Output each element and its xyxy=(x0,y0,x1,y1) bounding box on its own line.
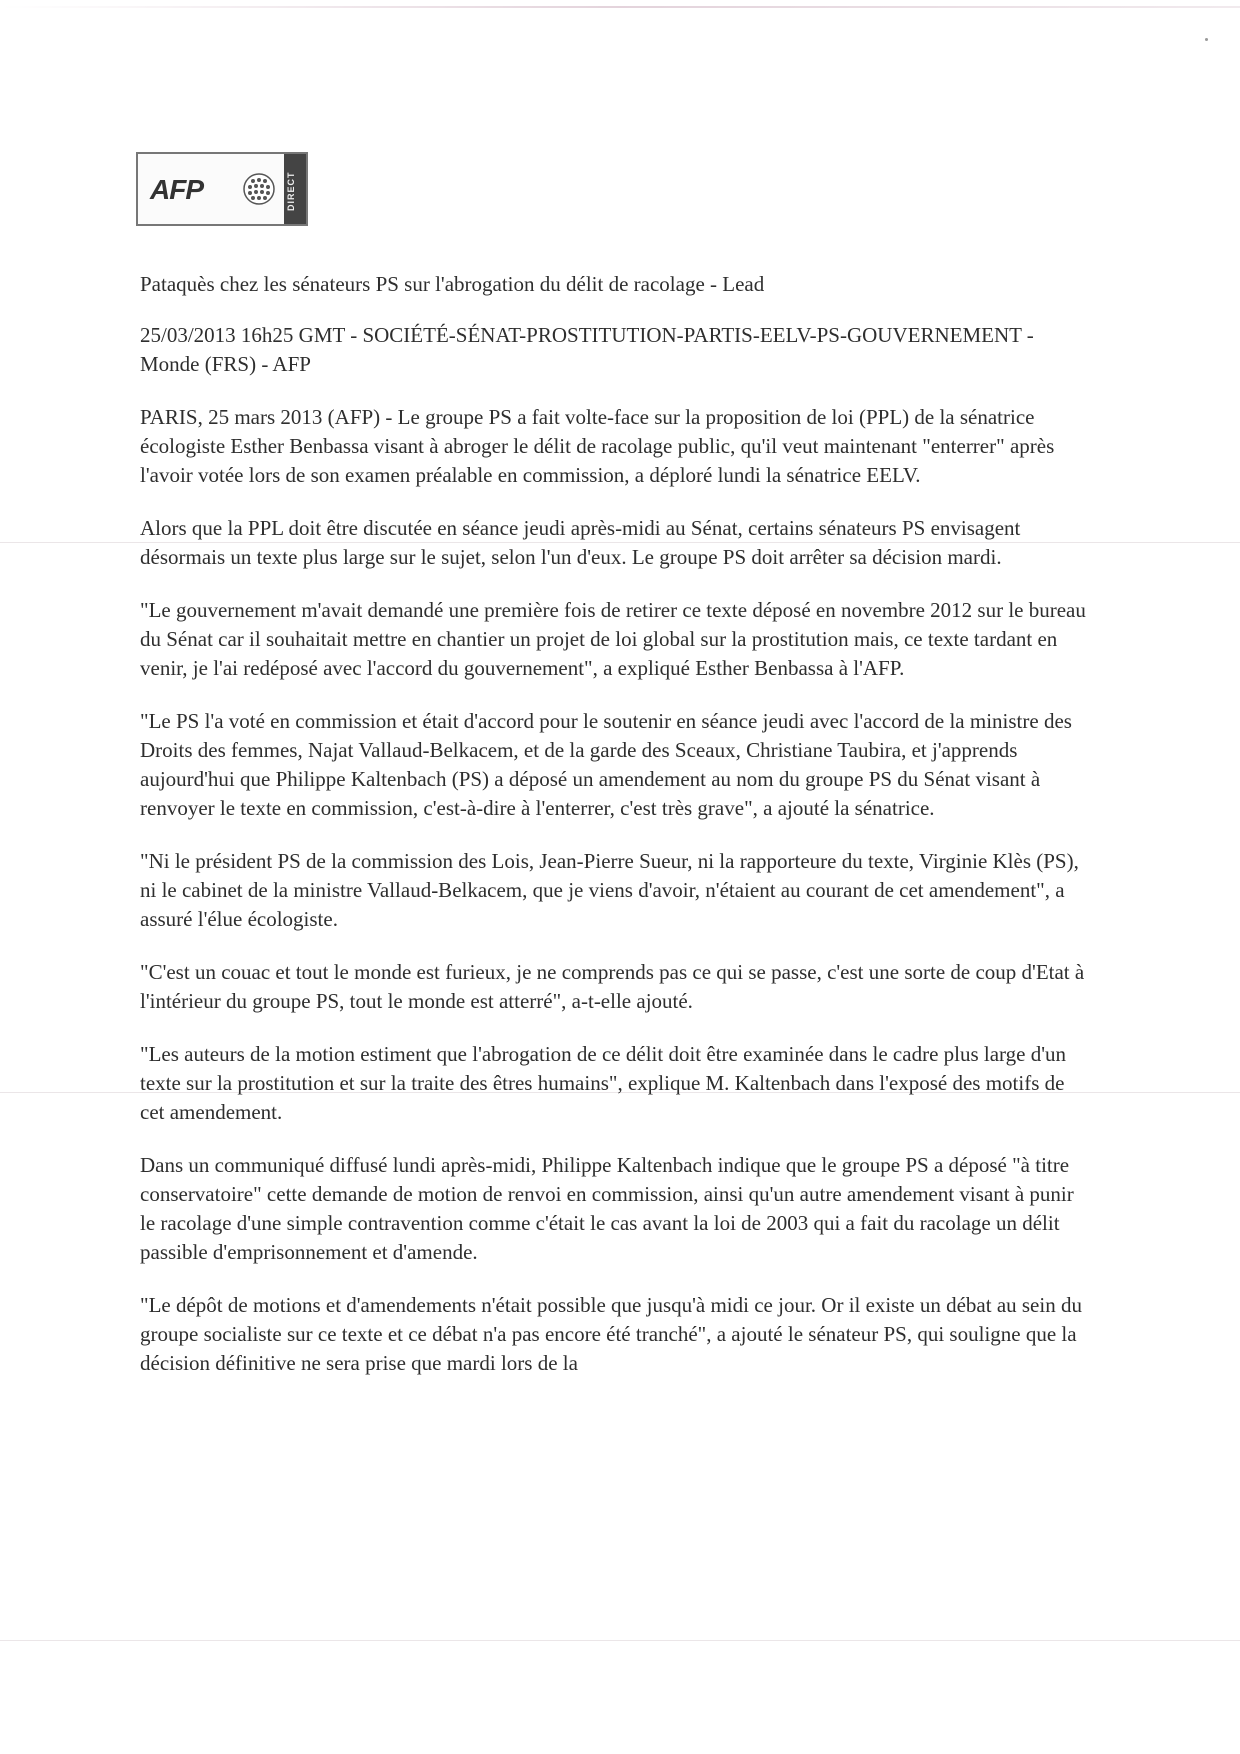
article-paragraph: "Le PS l'a voté en commission et était d'accord pour le soutenir en séance jeudi avec l'accord de la ministre des Droits des femmes, Najat Vallaud-Belkacem, et de la garde des Sceaux, Christiane Taubira, et j'apprends aujourd'hui que Philippe Kaltenbach (PS) a déposé un amendement au nom du groupe PS du Sénat visant à renvoyer le texte en commission, c'est-à-dire à l'enterrer, c'est très grave", a ajouté la sénatrice. xyxy=(140,709,1072,820)
article-paragraph: Alors que la PPL doit être discutée en séance jeudi après-midi au Sénat, certains sénateurs PS envisagent désormais un texte plus large sur le sujet, selon l'un d'eux. Le groupe PS doit arrêter sa décision mardi. xyxy=(140,516,1021,569)
logo-band-label: DIRECT xyxy=(286,171,296,211)
article-dateline: 25/03/2013 16h25 GMT - SOCIÉTÉ-SÉNAT-PROSTITUTION-PARTIS-EELV-PS-GOUVERNEMENT - Monde (FRS) - AFP xyxy=(140,323,1034,376)
logo-wordmark: AFP xyxy=(150,174,203,205)
article-paragraph: "Le dépôt de motions et d'amendements n'était possible que jusqu'à midi ce jour. Or il existe un débat au sein du groupe socialiste sur ce texte et ce débat n'a pas encore été tranché", a ajouté le sénateur PS, qui souligne que la décision définitive ne sera prise que mardi lors de la xyxy=(140,1293,1082,1375)
article-paragraph: "Ni le président PS de la commission des Lois, Jean-Pierre Sueur, ni la rapporteure du texte, Virginie Klès (PS), ni le cabinet de la ministre Vallaud-Belkacem, que je viens d'avoir, n'étaient au courant de cet amendement", a assuré l'élue écologiste. xyxy=(140,849,1079,931)
scan-speck xyxy=(1205,38,1208,41)
afp-direct-logo xyxy=(136,152,308,226)
scan-artifact-line xyxy=(0,6,1240,8)
article xyxy=(140,270,1088,1402)
article-paragraph: "Les auteurs de la motion estiment que l'abrogation de ce délit doit être examinée dans le cadre plus large d'un texte sur la prostitution et sur la traite des êtres humains", explique M. Kaltenbach dans l'exposé des motifs de cet amendement. xyxy=(140,1042,1067,1124)
article-paragraph: "Le gouvernement m'avait demandé une première fois de retirer ce texte déposé en novembre 2012 sur le bureau du Sénat car il souhaitait mettre en chantier un projet de loi global sur la prostitution mais, ce texte tardant en venir, je l'ai redéposé avec l'accord du gouvernement", a expliqué Esther Benbassa à l'AFP. xyxy=(140,598,1086,680)
scan-artifact-line xyxy=(0,1640,1240,1641)
globe-icon xyxy=(242,172,276,206)
article-headline: Pataquès chez les sénateurs PS sur l'abrogation du délit de racolage - Lead xyxy=(140,272,765,296)
article-paragraph: "C'est un couac et tout le monde est furieux, je ne comprends pas ce qui se passe, c'est une sorte de coup d'Etat à l'intérieur du groupe PS, tout le monde est atterré", a-t-elle ajouté. xyxy=(140,960,1085,1013)
article-paragraph: PARIS, 25 mars 2013 (AFP) - Le groupe PS a fait volte-face sur la proposition de loi (PPL) de la sénatrice écologiste Esther Benbassa visant à abroger le délit de racolage public, qu'il veut maintenant "enterrer" après l'avoir votée lors de son examen préalable en commission, a déploré lundi la sénatrice EELV. xyxy=(140,405,1055,487)
article-paragraph: Dans un communiqué diffusé lundi après-midi, Philippe Kaltenbach indique que le groupe PS a déposé "à titre conservatoire" cette demande de motion de renvoi en commission, ainsi qu'un autre amendement visant à punir le racolage d'une simple contravention comme c'était le cas avant la loi de 2003 qui a fait du racolage un délit passible d'emprisonnement et d'amende. xyxy=(140,1153,1074,1264)
